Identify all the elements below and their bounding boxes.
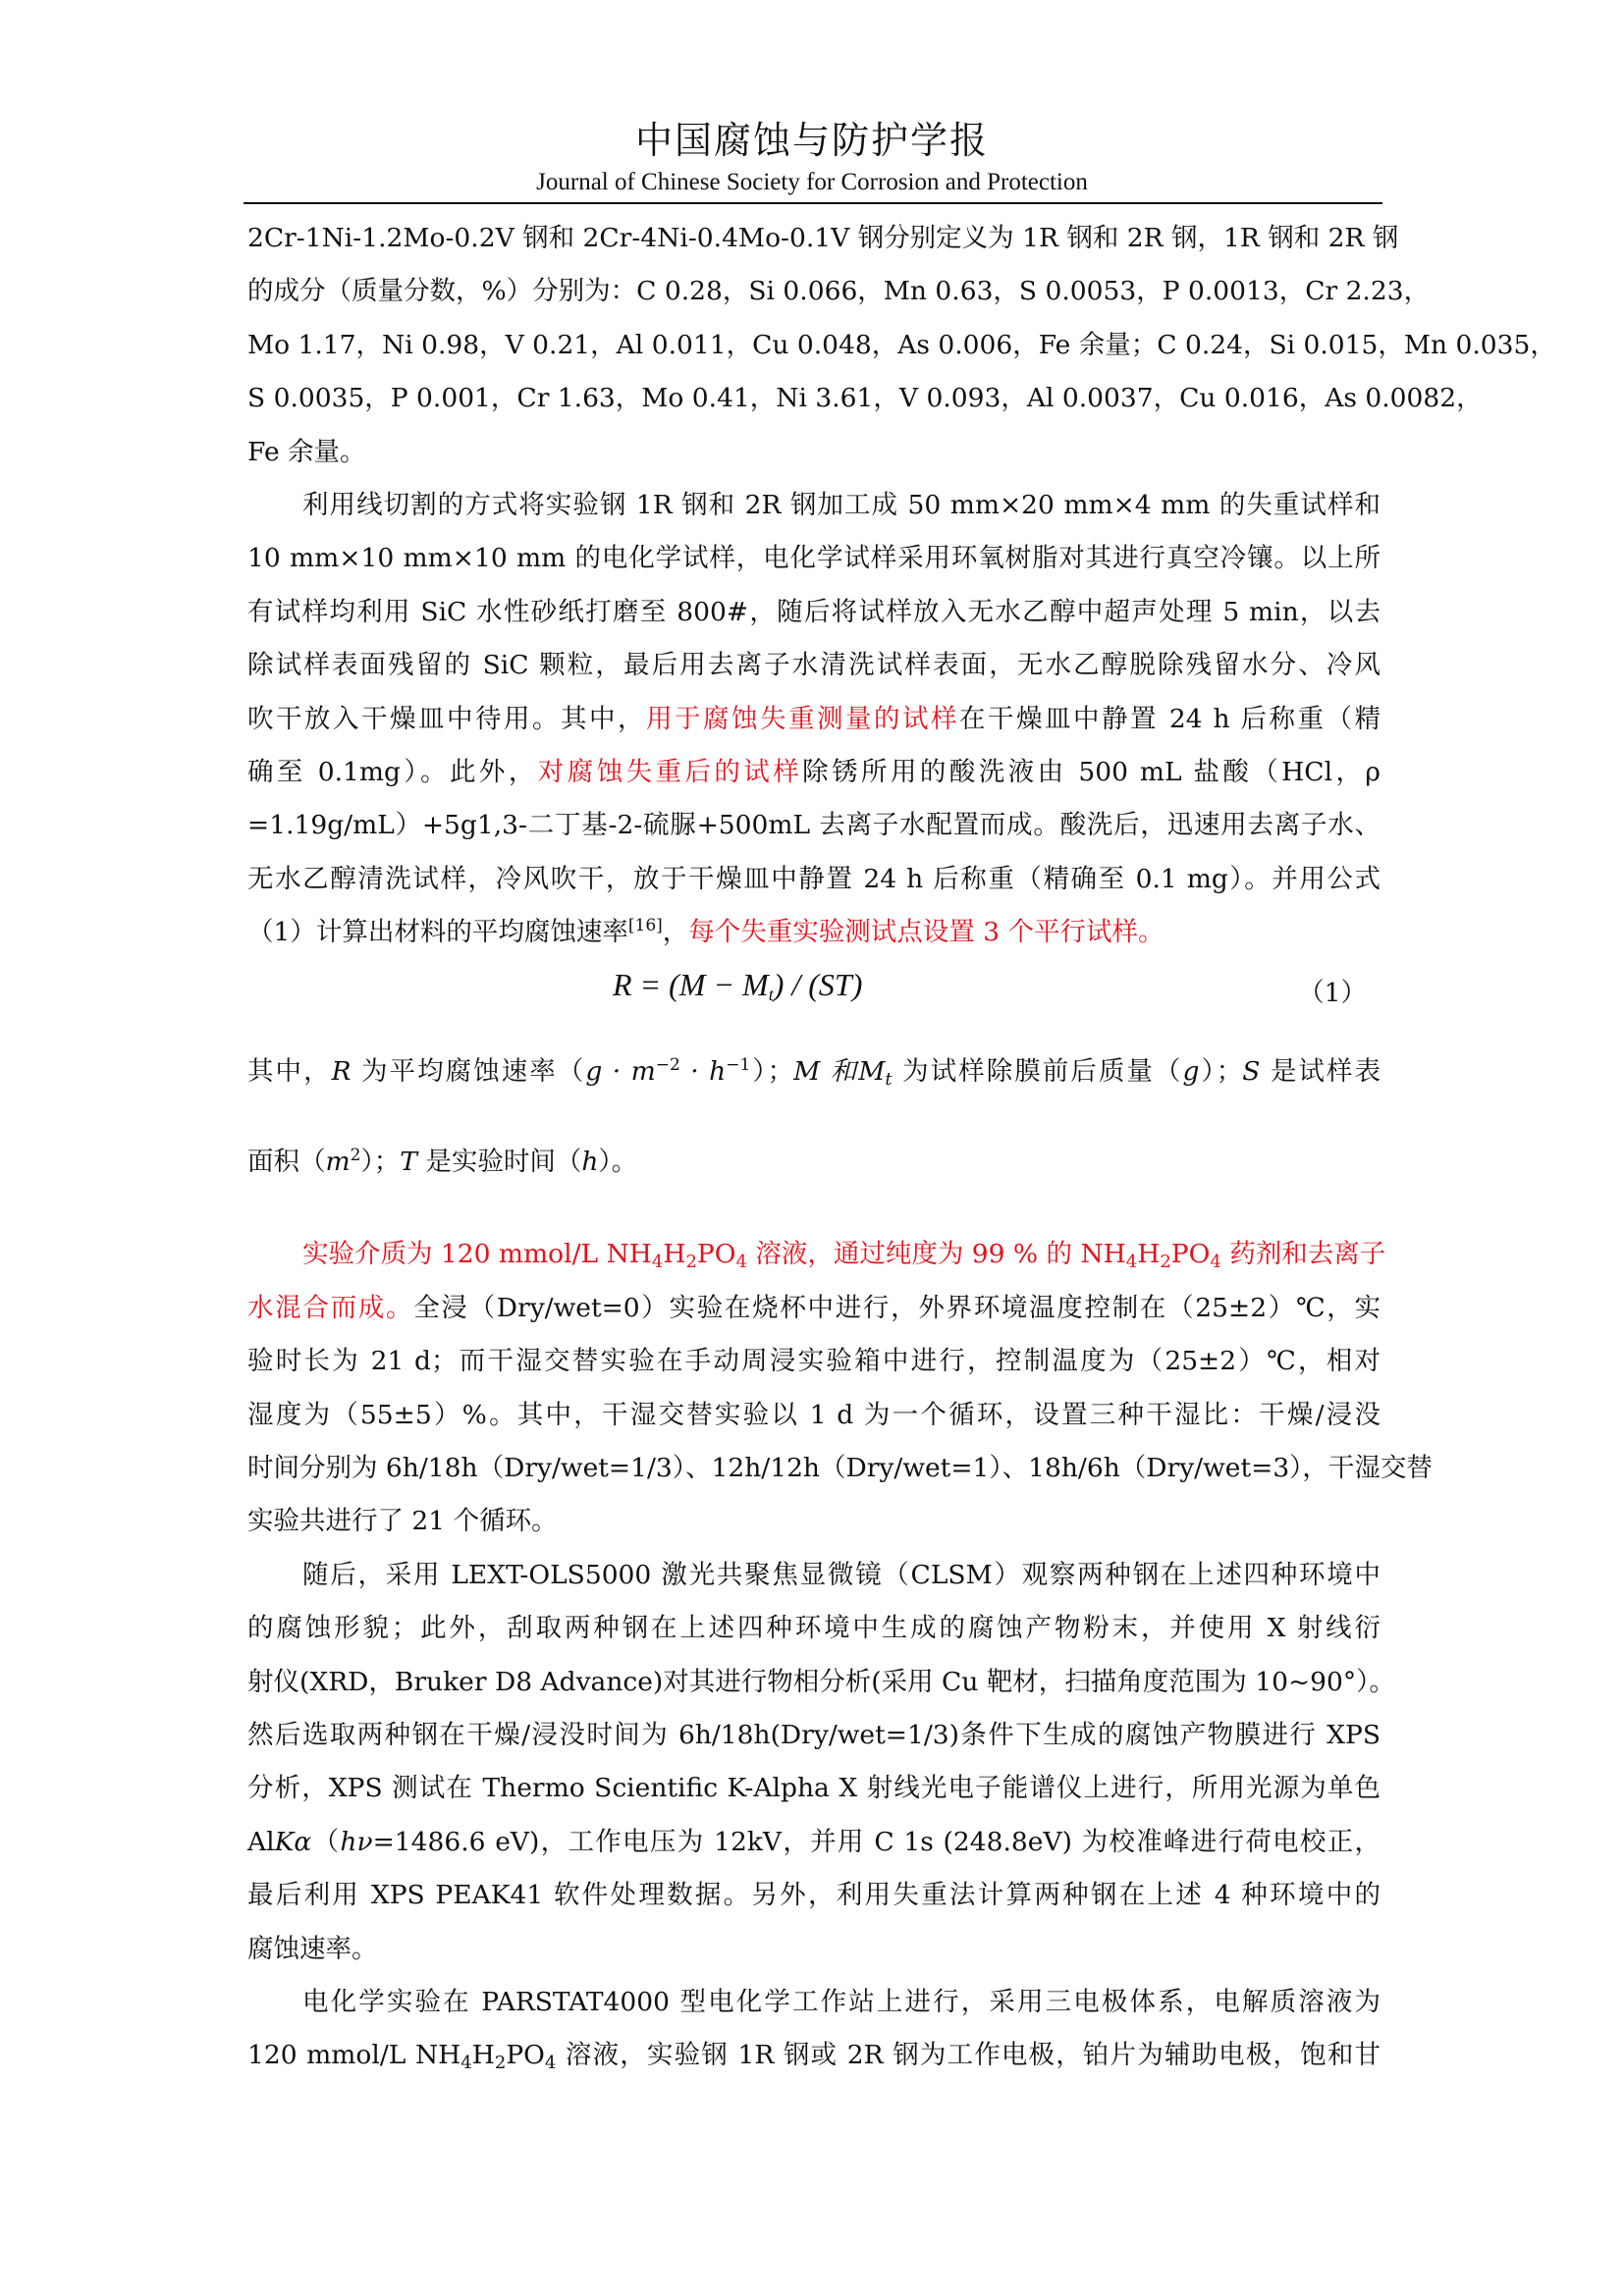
paragraph-composition [247,212,1556,479]
text-line: 最后利用 XPS PEAK41 软件处理数据。另外，利用失重法计算两种钢在上述 4 种环境中的 [247,1880,1380,1911]
text-line: 湿度为（55±5）%。其中，干湿交替实验以 1 d 为一个循环，设置三种干湿比：干燥/浸没 [247,1399,1380,1430]
text-span: 为试样除膜前后质量（ [892,1056,1183,1088]
text-span: 实验介质为 120 mmol/L NH [302,1239,652,1270]
variable-definitions [247,1043,1380,1191]
text-span: 在干燥皿中静置 24 h 后称重（精 [958,703,1381,734]
highlighted-text: 每个失重实验测试点设置 3 个平行试样。 [688,917,1164,948]
text-line: 然后选取两种钢在干燥/浸没时间为 6h/18h(Dry/wet=1/3)条件下生成的腐蚀产物膜进行 XPS [247,1719,1380,1750]
text-span: PO [506,2040,545,2071]
equation-text: R = (M − M [613,967,769,1003]
text-line: 随后，采用 LEXT-OLS5000 激光共聚焦显微镜（CLSM）观察两种钢在上述四种环境中 [302,1559,1380,1590]
text-span: 120 mmol/L NH [247,2040,461,2071]
text-span: 为平均腐蚀速率（ [351,1056,586,1088]
text-line: 射仪(XRD，Bruker D8 Advance)对其进行物相分析(采用 Cu 靶材，扫描角度范围为 10~90°）。 [247,1666,1395,1697]
text-span: H [471,2040,495,2071]
text-line: 时间分别为 6h/18h（Dry/wet=1/3）、12h/12h（Dry/wet=1）、18h/6h（Dry/wet=3），干湿交替 [247,1453,1433,1484]
text-line [247,693,1380,746]
text-span: （1）计算出材料的平均腐蚀速率 [247,917,628,948]
header-rule [244,202,1382,204]
journal-title: 中国腐蚀与防护学报 [634,119,989,162]
text-span: ）； [750,1056,794,1088]
body-text [247,212,1556,2083]
paragraph-test-medium [247,1228,1433,1548]
text-line: 实验共进行了 21 个循环。 [247,1506,558,1537]
text-line: Fe 余量。 [247,436,366,467]
text-line: 利用线切割的方式将实验钢 1R 钢和 2R 钢加工成 50 mm×20 mm×4 mm 的失重试样和 [302,489,1380,520]
equation-subscript: t [768,985,774,1005]
variable-symbol: S [1242,1056,1261,1088]
text-line: 无水乙醇清洗试样，冷风吹干，放于干燥皿中静置 24 h 后称重（精确至 0.1 mg）。并用公式 [247,863,1380,894]
text-line [247,906,1380,959]
text-span: 确至 0.1mg）。此外， [247,756,538,787]
text-span: 药剂和去离子 [1220,1239,1386,1270]
text-line: 除试样表面残留的 SiC 颗粒，最后用去离子水清洗试样表面，无水乙醇脱除残留水分、冷风 [247,650,1380,681]
text-line: S 0.0035，P 0.001，Cr 1.63，Mo 0.41，Ni 3.61，V 0.093，Al 0.0037，Cu 0.016，As 0.0082， [247,383,1483,414]
text-line: 分析，XPS 测试在 Thermo Scientific K-Alpha X 射线光电子能谱仪上进行，所用光源为单色 [247,1773,1380,1804]
variable-symbol: M 和M [793,1056,886,1088]
unit-exponent: 2 [350,1146,361,1166]
text-span: 除锈所用的酸洗液由 500 mL 盐酸（HCl，ρ [802,756,1380,787]
journal-subtitle: Journal of Chinese Society for Corrosion and Protection [536,169,1088,195]
text-span: 面积（ [247,1147,326,1178]
subscript: 4 [1210,1252,1221,1273]
unit-symbol: m [325,1147,351,1178]
equation-block [247,959,1380,1043]
unit-symbol: h [581,1147,599,1178]
text-span: 吹干放入干燥皿中待用。其中， [247,703,646,734]
unit-exponent: −2 [655,1055,680,1076]
subscript: 4 [735,1252,747,1273]
variable-subscript: t [885,1069,893,1091]
text-span: 是实验时间（ [416,1147,582,1178]
highlighted-text: 水混合而成。 [247,1292,414,1323]
text-line [247,1134,1380,1191]
text-line: 验时长为 21 d；而干湿交替实验在手动周浸实验箱中进行，控制温度为（25±2）℃，相对 [247,1346,1380,1377]
unit-symbol: · h [679,1056,727,1088]
text-line: 电化学实验在 PARSTAT4000 型电化学工作站上进行，采用三电极体系，电解质溶液为 [302,1986,1380,2017]
text-span: 全浸（Dry/wet=0）实验在烧杯中进行，外界环境温度控制在（25±2）℃，实 [413,1292,1381,1323]
subscript: 2 [685,1252,697,1273]
text-line: 的成分（质量分数，%）分别为：C 0.28，Si 0.066，Mn 0.63，S 0.0053，P 0.0013，Cr 2.23， [247,276,1431,307]
subscript: 4 [651,1252,664,1273]
text-line: 2Cr-1Ni-1.2Mo-0.2V 钢和 2Cr-4Ni-0.4Mo-0.1V 钢分别定义为 1R 钢和 2R 钢，1R 钢和 2R 钢 [247,223,1399,253]
highlighted-text-line [247,1228,1386,1281]
equation [613,967,862,1003]
equation-number: （1） [1298,978,1367,1009]
text-span: 其中， [247,1056,332,1088]
variable-symbol: R [331,1056,352,1088]
text-span: ）。 [598,1147,638,1178]
unit-symbol: g · m [585,1056,656,1088]
text-line: 有试样均利用 SiC 水性砂纸打磨至 800#，随后将试样放入无水乙醇中超声处理 5 min，以去 [247,596,1380,627]
text-line [247,1816,1380,1869]
paragraph-sample-prep [247,479,1380,960]
text-line: 的腐蚀形貌；此外，刮取两种钢在上述四种环境中生成的腐蚀产物粉末，并使用 X 射线衍 [247,1613,1380,1644]
variable-symbol: hν [340,1826,373,1857]
paragraph-characterization [247,1549,1395,1976]
equation-text: ) / (ST) [773,967,863,1003]
text-span: Al [247,1826,275,1857]
text-span: H [663,1239,686,1270]
unit-symbol: g [1182,1056,1200,1088]
subscript: 4 [460,2053,472,2074]
text-span: ， [662,917,689,948]
text-span: PO [1170,1239,1211,1270]
text-line [247,746,1380,799]
text-span: 溶液，通过纯度为 99 % 的 NH [746,1239,1126,1270]
subscript: 2 [494,2053,507,2074]
text-span: 溶液，实验钢 1R 钢或 2R 钢为工作电极，铂片为辅助电极，饱和甘 [556,2040,1381,2071]
highlighted-text: 对腐蚀失重后的试样 [537,756,803,787]
text-line [247,2029,1380,2082]
subscript: 4 [1125,1252,1138,1273]
highlighted-text: 用于腐蚀失重测量的试样 [645,703,959,734]
variable-symbol: T [400,1147,417,1178]
text-span: 是试样表 [1260,1056,1380,1088]
text-line [247,1043,1380,1100]
variable-symbol: Kα [274,1826,312,1857]
text-line: Mo 1.17，Ni 0.98，V 0.21，Al 0.011，Cu 0.048，As 0.006，Fe 余量；C 0.24，Si 0.015，Mn 0.035， [247,329,1556,360]
unit-exponent: −1 [726,1055,751,1076]
text-line: 腐蚀速率。 [247,1933,378,1964]
text-span: ）； [360,1147,401,1178]
text-span: =1486.6 eV)，工作电压为 12kV，并用 C 1s (248.8eV) 为校准峰进行荷电校正， [372,1826,1381,1857]
text-span: （ [311,1826,341,1857]
citation-ref: [16] [627,916,663,936]
text-line: =1.19g/mL）+5g1,3-二丁基-2-硫脲+500mL 去离子水配置而成。酸洗后，迅速用去离子水、 [247,810,1380,841]
spacer [247,1191,1380,1228]
text-line: 10 mm×10 mm×10 mm 的电化学试样，电化学试样采用环氧树脂对其进行真空冷镶。以上所 [247,543,1380,574]
text-line [247,1282,1380,1335]
paragraph-electrochemistry [247,1976,1380,2083]
spacer [247,1100,1380,1134]
text-span: ）； [1199,1056,1243,1088]
subscript: 2 [1160,1252,1171,1273]
text-span: PO [696,1239,736,1270]
text-span: H [1137,1239,1161,1270]
subscript: 4 [544,2053,557,2074]
